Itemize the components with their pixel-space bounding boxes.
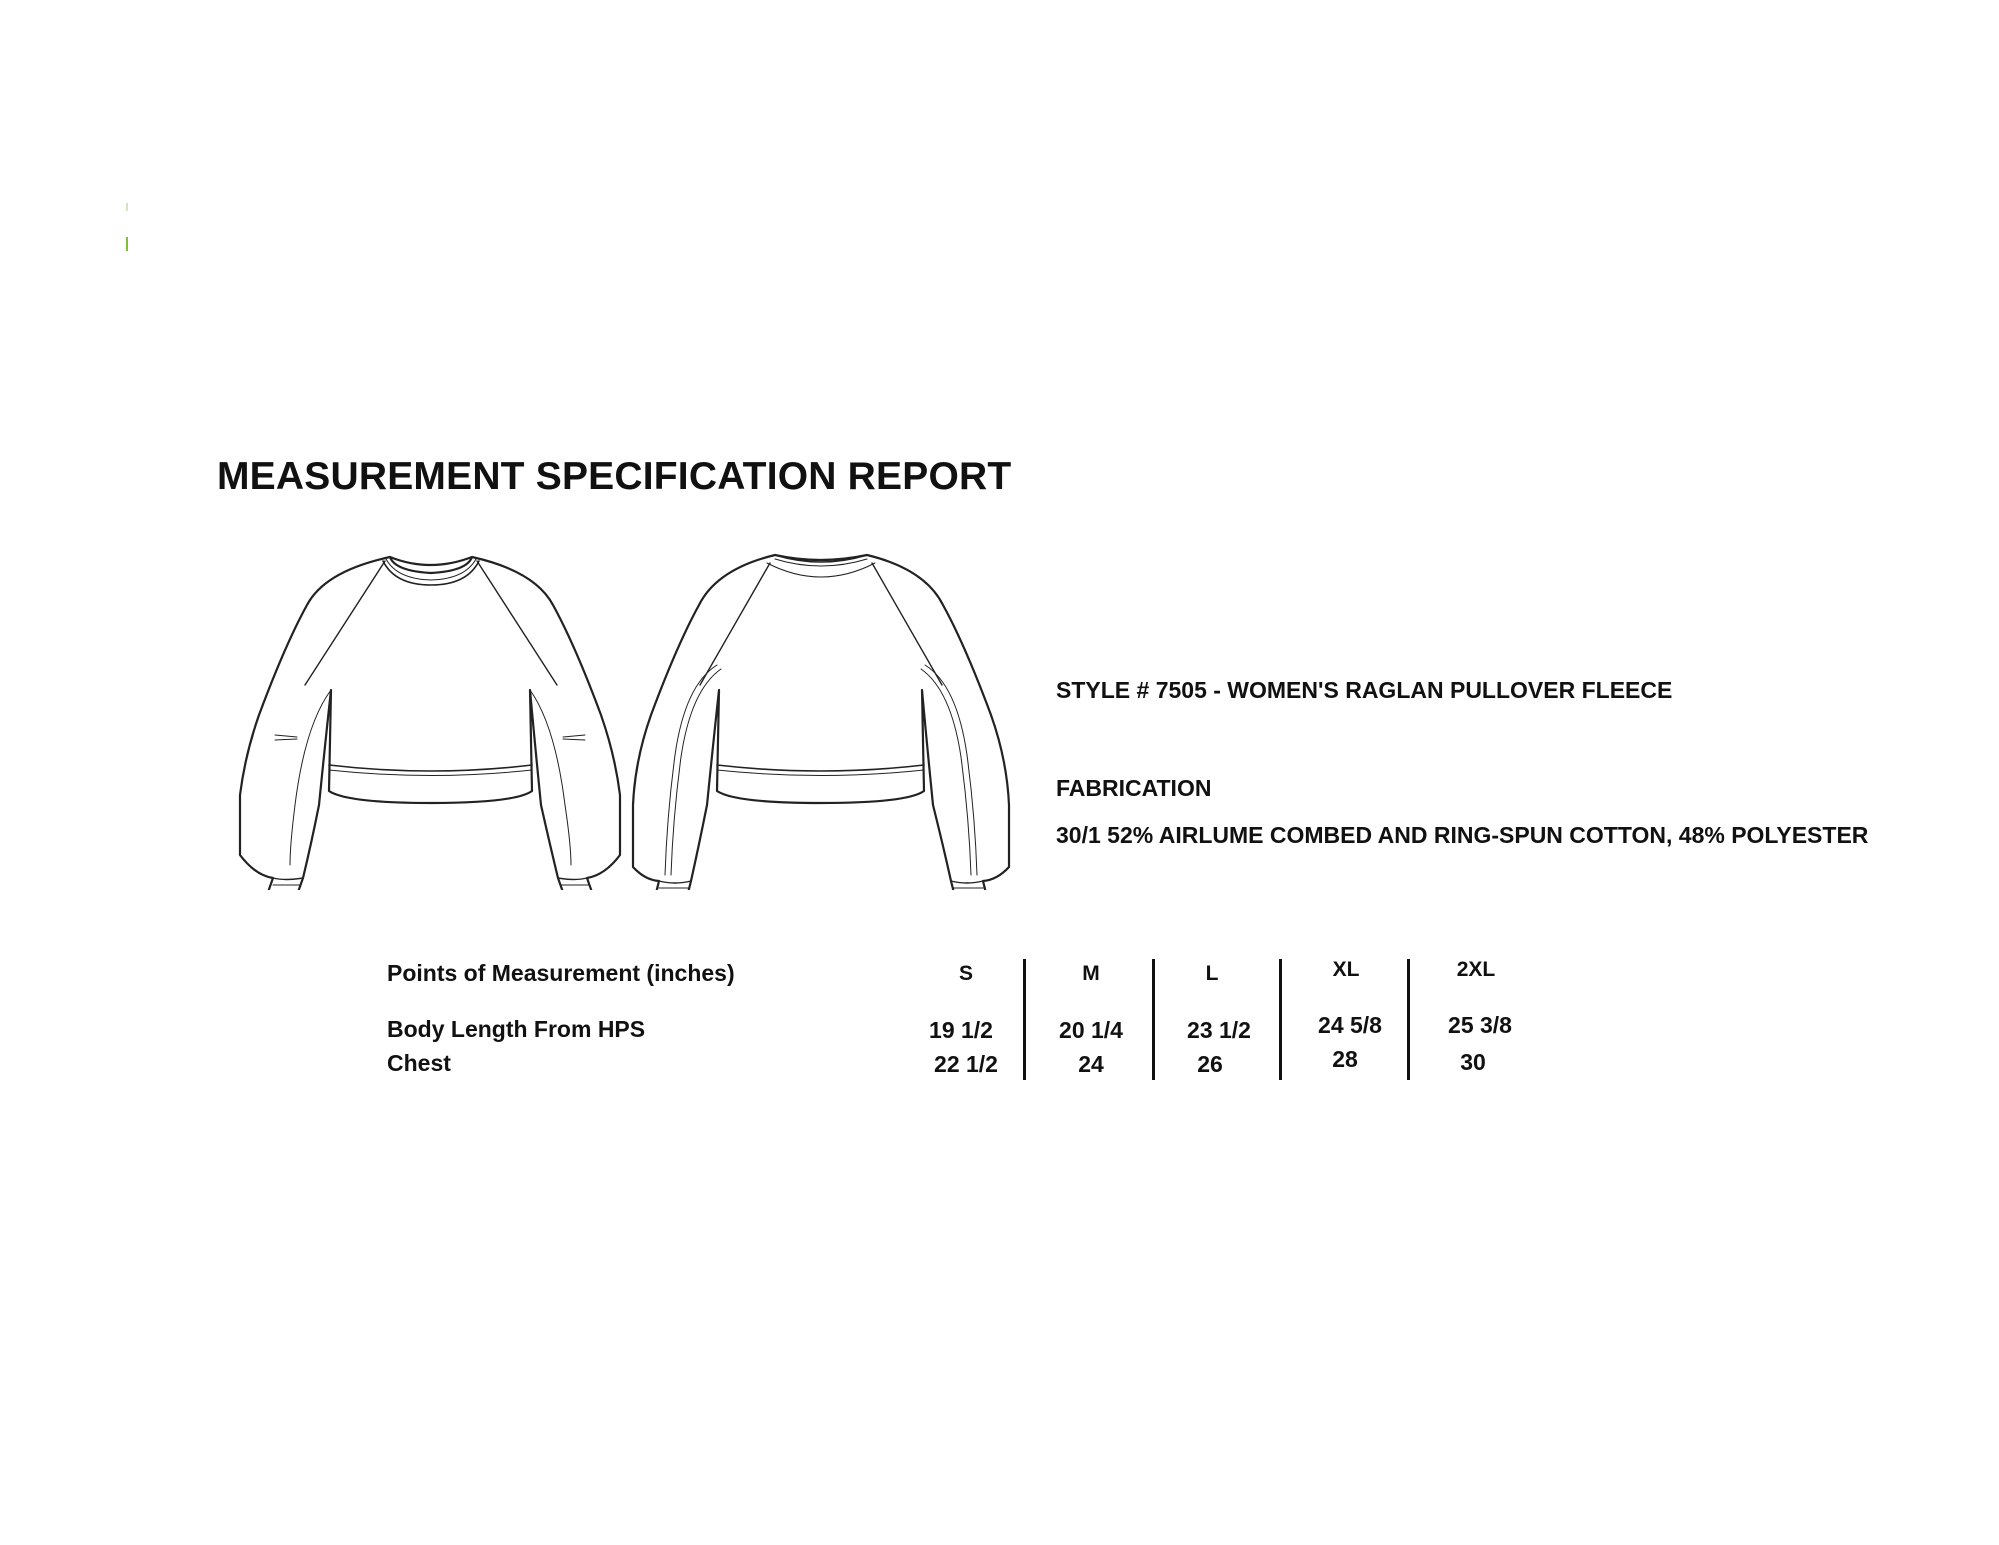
- garment-front-sketch: [235, 545, 627, 890]
- size-header: M: [1082, 962, 1100, 985]
- table-cell: 23 1/2: [1187, 1017, 1251, 1043]
- garment-back-sketch: [625, 545, 1017, 890]
- table-cell: 28: [1332, 1046, 1358, 1072]
- row-label-chest: Chest: [387, 1050, 451, 1076]
- size-header: S: [958, 962, 974, 985]
- fabrication-value: 30/1 52% AIRLUME COMBED AND RING-SPUN COTTON, 48% POLYESTER: [1056, 822, 1869, 848]
- table-cell: 24: [1078, 1051, 1104, 1077]
- size-header: 2XL: [1456, 958, 1496, 981]
- table-cell: 26: [1197, 1051, 1223, 1077]
- column-divider: [1023, 959, 1026, 1080]
- corner-mark-top: [126, 203, 128, 211]
- corner-mark-bottom: [126, 237, 128, 251]
- fabrication-label: FABRICATION: [1056, 775, 1212, 801]
- corner-mark: [126, 203, 128, 251]
- size-header: XL: [1332, 958, 1360, 981]
- table-cell: 30: [1460, 1049, 1486, 1075]
- row-label-body-length: Body Length From HPS: [387, 1016, 646, 1042]
- table-header-label: Points of Measurement (inches): [387, 960, 735, 986]
- column-divider: [1407, 959, 1410, 1080]
- table-cell: 19 1/2: [929, 1017, 993, 1043]
- table-cell: 22 1/2: [934, 1051, 998, 1077]
- style-description: STYLE # 7505 - WOMEN'S RAGLAN PULLOVER FLEECE: [1056, 677, 1673, 703]
- table-cell: 24 5/8: [1318, 1012, 1382, 1038]
- column-divider: [1152, 959, 1155, 1080]
- size-header: L: [1205, 962, 1219, 985]
- table-cell: 20 1/4: [1059, 1017, 1123, 1043]
- column-divider: [1279, 959, 1282, 1080]
- table-cell: 25 3/8: [1448, 1012, 1512, 1038]
- page-title: MEASUREMENT SPECIFICATION REPORT: [217, 455, 1012, 498]
